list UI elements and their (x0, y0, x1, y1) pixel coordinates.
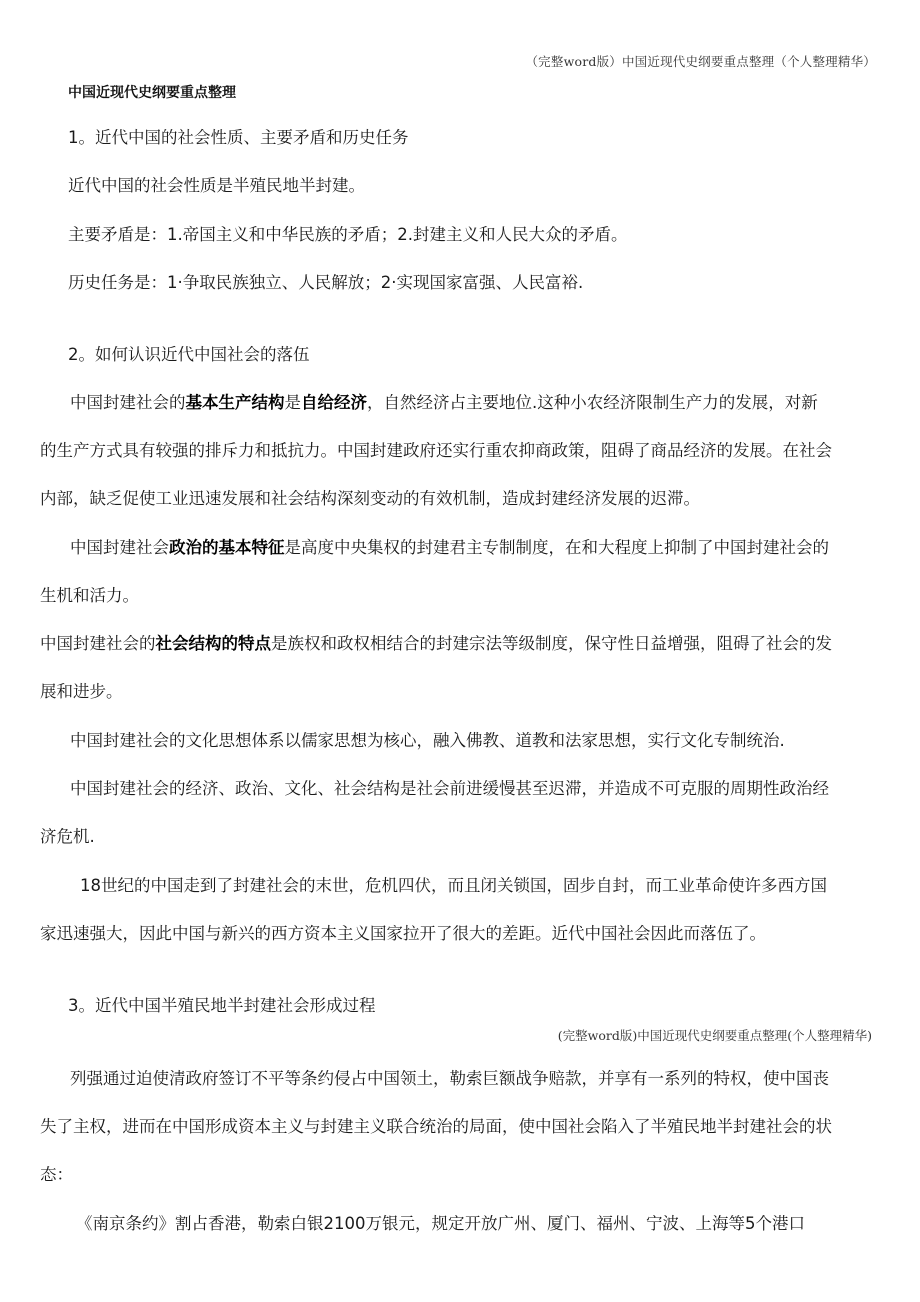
text-run: 是高度中央集权的封建君主专制制度，在和大程度上抑制了中国封建社会的 (284, 538, 829, 557)
section-1-contradictions: 主要矛盾是：1.帝国主义和中华民族的矛盾；2.封建主义和人民大众的矛盾。 (68, 225, 628, 244)
text-run: 是族权和政权相结合的封建宗法等级制度，保守性日益增强，阻碍了社会的发 (271, 634, 832, 653)
text-run: 是 (284, 393, 301, 412)
bold-term: 社会结构的特点 (155, 634, 271, 653)
paragraph-politics-line-2: 生机和活力。 (40, 586, 139, 605)
paragraph-structure-line-1 (40, 633, 882, 655)
paragraph-18th-century-line-2: 家迅速强大，因此中国与新兴的西方资本主义国家拉开了很大的差距。近代中国社会因此而落伍了。 (40, 924, 766, 943)
paragraph-politics-line-1 (70, 537, 912, 559)
section-1-nature: 近代中国的社会性质是半殖民地半封建。 (68, 176, 365, 195)
section-2-heading: 2。如何认识近代中国社会的落伍 (68, 345, 310, 364)
paragraph-economy-line-2: 的生产方式具有较强的排斥力和抵抗力。中国封建政府还实行重农抑商政策，阻碍了商品经济的发展。在社会 (40, 441, 832, 460)
paragraph-economy-line-1 (70, 392, 912, 414)
section-1-tasks: 历史任务是：1·争取民族独立、人民解放；2·实现国家富强、人民富裕. (68, 273, 584, 292)
paragraph-treaties-line-3: 态： (40, 1165, 73, 1184)
paragraph-economy-line-3: 内部，缺乏促使工业迅速发展和社会结构深刻变动的有效机制，造成封建经济发展的迟滞。 (40, 489, 700, 508)
section-3-heading: 3。近代中国半殖民地半封建社会形成过程 (68, 996, 376, 1015)
paragraph-structure-line-2: 展和进步。 (40, 682, 123, 701)
paragraph-crisis-line-1: 中国封建社会的经济、政治、文化、社会结构是社会前进缓慢甚至迟滞，并造成不可克服的周期性政治经 (70, 779, 829, 798)
section-1-heading: 1。近代中国的社会性质、主要矛盾和历史任务 (68, 128, 409, 147)
text-run: ，自然经济占主要地位.这种小农经济限制生产力的发展，对新 (367, 393, 818, 412)
paragraph-treaties-line-2: 失了主权，进而在中国形成资本主义与封建主义联合统治的局面，使中国社会陷入了半殖民地半封建社会的状 (40, 1117, 832, 1136)
paragraph-18th-century-line-1: 18世纪的中国走到了封建社会的末世，危机四伏，而且闭关锁国，固步自封，而工业革命使许多西方国 (80, 876, 827, 895)
page-header: （完整word版）中国近现代史纲要重点整理（个人整理精华） (525, 54, 876, 69)
paragraph-culture: 中国封建社会的文化思想体系以儒家思想为核心，融入佛教、道教和法家思想，实行文化专制统治. (70, 731, 785, 750)
paragraph-nanjing-treaty: 《南京条约》割占香港，勒索白银2100万银元，规定开放广州、厦门、福州、宁波、上海等5个港口 (76, 1214, 805, 1233)
bold-term: 基本生产结构 (185, 393, 285, 412)
bold-term: 自给经济 (301, 393, 367, 412)
bold-term: 政治的基本特征 (169, 538, 285, 557)
text-run: 中国封建社会 (70, 538, 169, 557)
document-title: 中国近现代史纲要重点整理 (68, 85, 236, 101)
text-run: 中国封建社会的 (70, 393, 186, 412)
page-header-repeat: (完整word版)中国近现代史纲要重点整理(个人整理精华) (557, 1028, 872, 1043)
paragraph-crisis-line-2: 济危机. (40, 827, 95, 846)
paragraph-treaties-line-1: 列强通过迫使清政府签订不平等条约侵占中国领土，勒索巨额战争赔款，并享有一系列的特权，使中国丧 (70, 1069, 829, 1088)
text-run: 中国封建社会的 (40, 634, 156, 653)
